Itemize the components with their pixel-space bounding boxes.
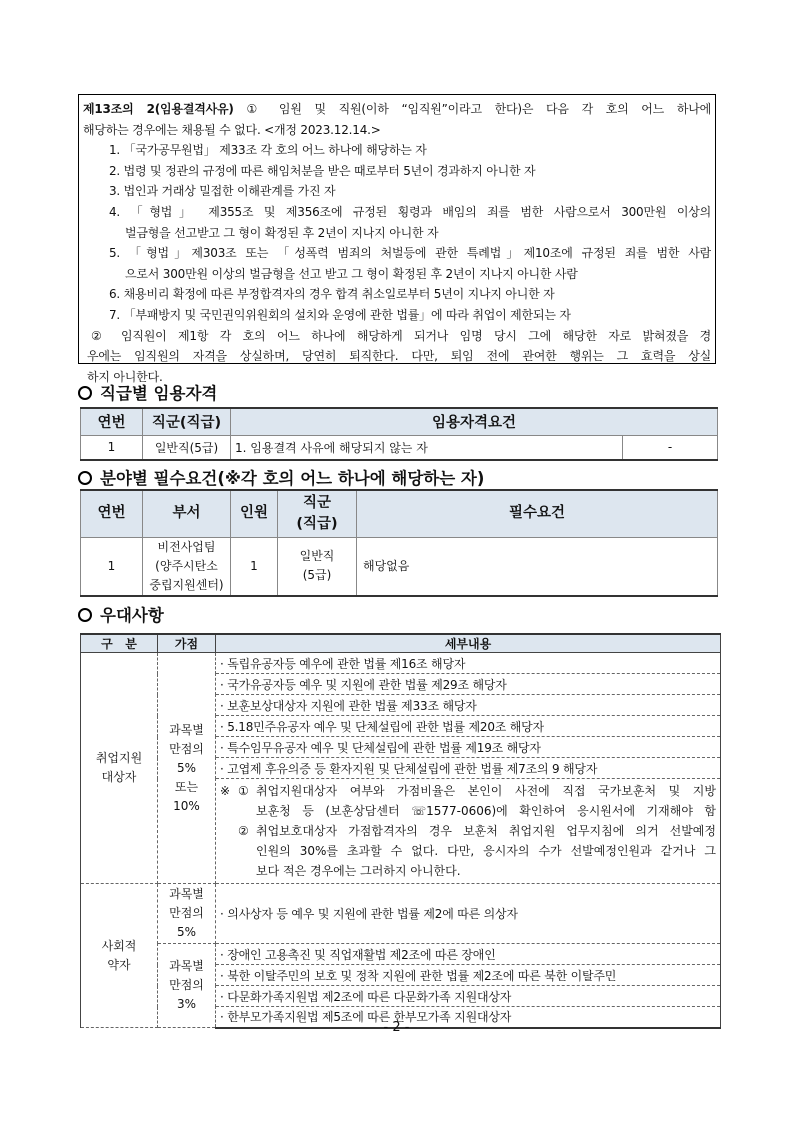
table-header-row bbox=[81, 408, 718, 435]
cell-extra: - bbox=[623, 435, 718, 460]
article-item: 5. 「형법」제303조 또는 「성폭력 범죄의 처벌등에 관한 특례법」제10조에 규정된 죄를 범한 사람 bbox=[109, 246, 711, 261]
table-row bbox=[81, 944, 721, 965]
detail-item: · 독립유공자등 예우에 관한 법률 제16조 해당자 bbox=[216, 653, 721, 674]
preferences-table bbox=[80, 633, 721, 1029]
detail-item: · 북한 이탈주민의 보호 및 정착 지원에 관한 법률 제2조에 따른 북한 이탈주민 bbox=[216, 965, 721, 986]
header-requirement: 임용자격요건 bbox=[231, 408, 718, 435]
table-row bbox=[81, 435, 718, 460]
article-item: 7. 「부패방지 및 국민권익위원회의 설치와 운영에 관한 법률」에 따라 취업이 제한되는 자 bbox=[109, 307, 571, 322]
page-number: - 2 - bbox=[383, 1020, 410, 1035]
cell-category-social: 사회적 약자 bbox=[81, 884, 158, 1028]
header-category: 구 분 bbox=[81, 634, 158, 653]
detail-item: · 다문화가족지원법 제2조에 따른 다문화가족 지원대상자 bbox=[216, 986, 721, 1007]
article-para2: ② 임직원이 제1항 각 호의 어느 하나에 해당하게 되거나 임명 당시 그에 해당한 자로 밝혀졌을 경 bbox=[91, 328, 711, 343]
header-bonus: 가점 bbox=[158, 634, 216, 653]
detail-item: · 한부모가족지원법 제5조에 따른 한부모가족 지원대상자 bbox=[216, 1007, 721, 1028]
cell-category-veterans: 취업지원 대상자 bbox=[81, 653, 158, 884]
header-no: 연번 bbox=[81, 408, 143, 435]
circle-bullet-icon bbox=[78, 386, 92, 400]
cell-bonus-3pct: 과목별 만점의 3% bbox=[158, 944, 216, 1028]
article-intro-line: 제13조의 2(임용결격사유) ① 임원 및 직원(이하 “임직원”이라고 한다)은 다음 각 호의 어느 하나에 bbox=[83, 102, 711, 116]
article-item-cont: 벌금형을 선고받고 그 형이 확정된 후 2년이 지나지 아니한 자 bbox=[125, 225, 439, 240]
header-no: 연번 bbox=[81, 490, 143, 537]
cell-bonus-5pct: 과목별 만점의 5% bbox=[158, 884, 216, 944]
cell-requirement: 1. 임용결격 사유에 해당되지 않는 자 bbox=[231, 435, 623, 460]
cell-bonus-veterans: 과목별 만점의 5% 또는 10% bbox=[158, 653, 216, 884]
detail-item: · 보훈보상대상자 지원에 관한 법률 제33조 해당자 bbox=[216, 695, 721, 716]
article-title: 제13조의 2(임용결격사유) bbox=[83, 102, 234, 116]
article-item: 4. 「형법」 제355조 및 제356조에 규정된 횡령과 배임의 죄를 범한 사람으로서 300만원 이상의 bbox=[109, 204, 711, 219]
detail-item: · 고엽제 후유의증 등 환자지원 및 단체설립에 관한 법률 제7조의 9 해당자 bbox=[216, 758, 721, 779]
grade-qualification-table bbox=[80, 407, 718, 461]
section-title-grade-qualification: 직급별 임용자격 bbox=[78, 380, 217, 404]
section-title-field-requirements: 분야별 필수요건(※각 호의 어느 하나에 해당하는 자) bbox=[78, 465, 484, 489]
cell-grade: 일반직(5급) bbox=[143, 435, 231, 460]
section-title-preferences: 우대사항 bbox=[78, 602, 164, 626]
article-item: 3. 법인과 거래상 밀접한 이해관계를 가진 자 bbox=[109, 184, 336, 199]
circle-bullet-icon bbox=[78, 471, 92, 485]
table-row bbox=[81, 537, 718, 596]
detail-item: · 장애인 고용촉진 및 직업재활법 제2조에 따른 장애인 bbox=[216, 944, 721, 965]
cell-requirement: 해당없음 bbox=[357, 537, 718, 596]
detail-item: · 국가유공자등 예우 및 지원에 관한 법률 제29조 해당자 bbox=[216, 674, 721, 695]
note-symbol: ※ bbox=[220, 784, 231, 798]
header-detail: 세부내용 bbox=[216, 634, 721, 653]
header-grade: 직군 (직급) bbox=[278, 490, 357, 537]
header-grade: 직군(직급) bbox=[143, 408, 231, 435]
cell-no: 1 bbox=[81, 537, 143, 596]
header-dept: 부서 bbox=[143, 490, 231, 537]
cell-count: 1 bbox=[231, 537, 278, 596]
article-item-cont: 으로서 300만원 이상의 벌금형을 선고 받고 그 형이 확정된 후 2년이 지나지 아니한 사람 bbox=[125, 266, 578, 281]
table-row bbox=[81, 884, 721, 944]
detail-note: ※ ① 취업지원대상자 여부와 가점비율은 본인이 사전에 직접 국가보훈처 및 지방 보훈청 등 (보훈상담센터 ☏1577-0606)에 확인하여 응시원서에 기재해야 함 ② 취업보호대상자 가점합격자의 경우 보훈처 취업지원 업무지침에 의거 선발예정 인원의 30%를 초과할 수 없다. 다만, 응시자의 수가 선발예정인원과 같거나 그 보다 적은 경우에는 그러하지 아니한다. bbox=[216, 779, 721, 884]
table-header-row bbox=[81, 490, 718, 537]
cell-dept: 비전사업팀 (양주시탄소 중립지원센터) bbox=[143, 537, 231, 596]
cell-no: 1 bbox=[81, 435, 143, 460]
table-header-row bbox=[81, 634, 721, 653]
article-item: 1. 「국가공무원법」 제33조 각 호의 어느 하나에 해당하는 자 bbox=[109, 143, 427, 158]
article-intro-line2: 해당하는 경우에는 채용될 수 없다. <개정 2023.12.14.> bbox=[83, 122, 381, 137]
header-requirement: 필수요건 bbox=[357, 490, 718, 537]
header-count: 인원 bbox=[231, 490, 278, 537]
cell-grade: 일반직 (5급) bbox=[278, 537, 357, 596]
article-item: 6. 채용비리 확정에 따른 부정합격자의 경우 합격 취소일로부터 5년이 지나지 아니한 자 bbox=[109, 287, 555, 302]
article-para2: 하지 아니한다. bbox=[87, 369, 163, 384]
detail-item: · 특수임무유공자 예우 및 단체설립에 관한 법률 제19조 해당자 bbox=[216, 737, 721, 758]
article-item: 2. 법령 및 정관의 규정에 따른 해임처분을 받은 때로부터 5년이 경과하지 아니한 자 bbox=[109, 163, 536, 178]
table-row bbox=[81, 653, 721, 674]
detail-item: · 5.18민주유공자 예우 및 단체설립에 관한 법률 제20조 해당자 bbox=[216, 716, 721, 737]
detail-item: · 의사상자 등 예우 및 지원에 관한 법률 제2에 따른 의상자 bbox=[216, 884, 721, 944]
circle-bullet-icon bbox=[78, 608, 92, 622]
field-requirements-table bbox=[80, 489, 718, 597]
article-13-2-box bbox=[78, 94, 716, 384]
article-para2: 우에는 임직원의 자격을 상실하며, 당연히 퇴직한다. 다만, 퇴임 전에 관여한 행위는 그 효력을 상실 bbox=[87, 349, 711, 364]
